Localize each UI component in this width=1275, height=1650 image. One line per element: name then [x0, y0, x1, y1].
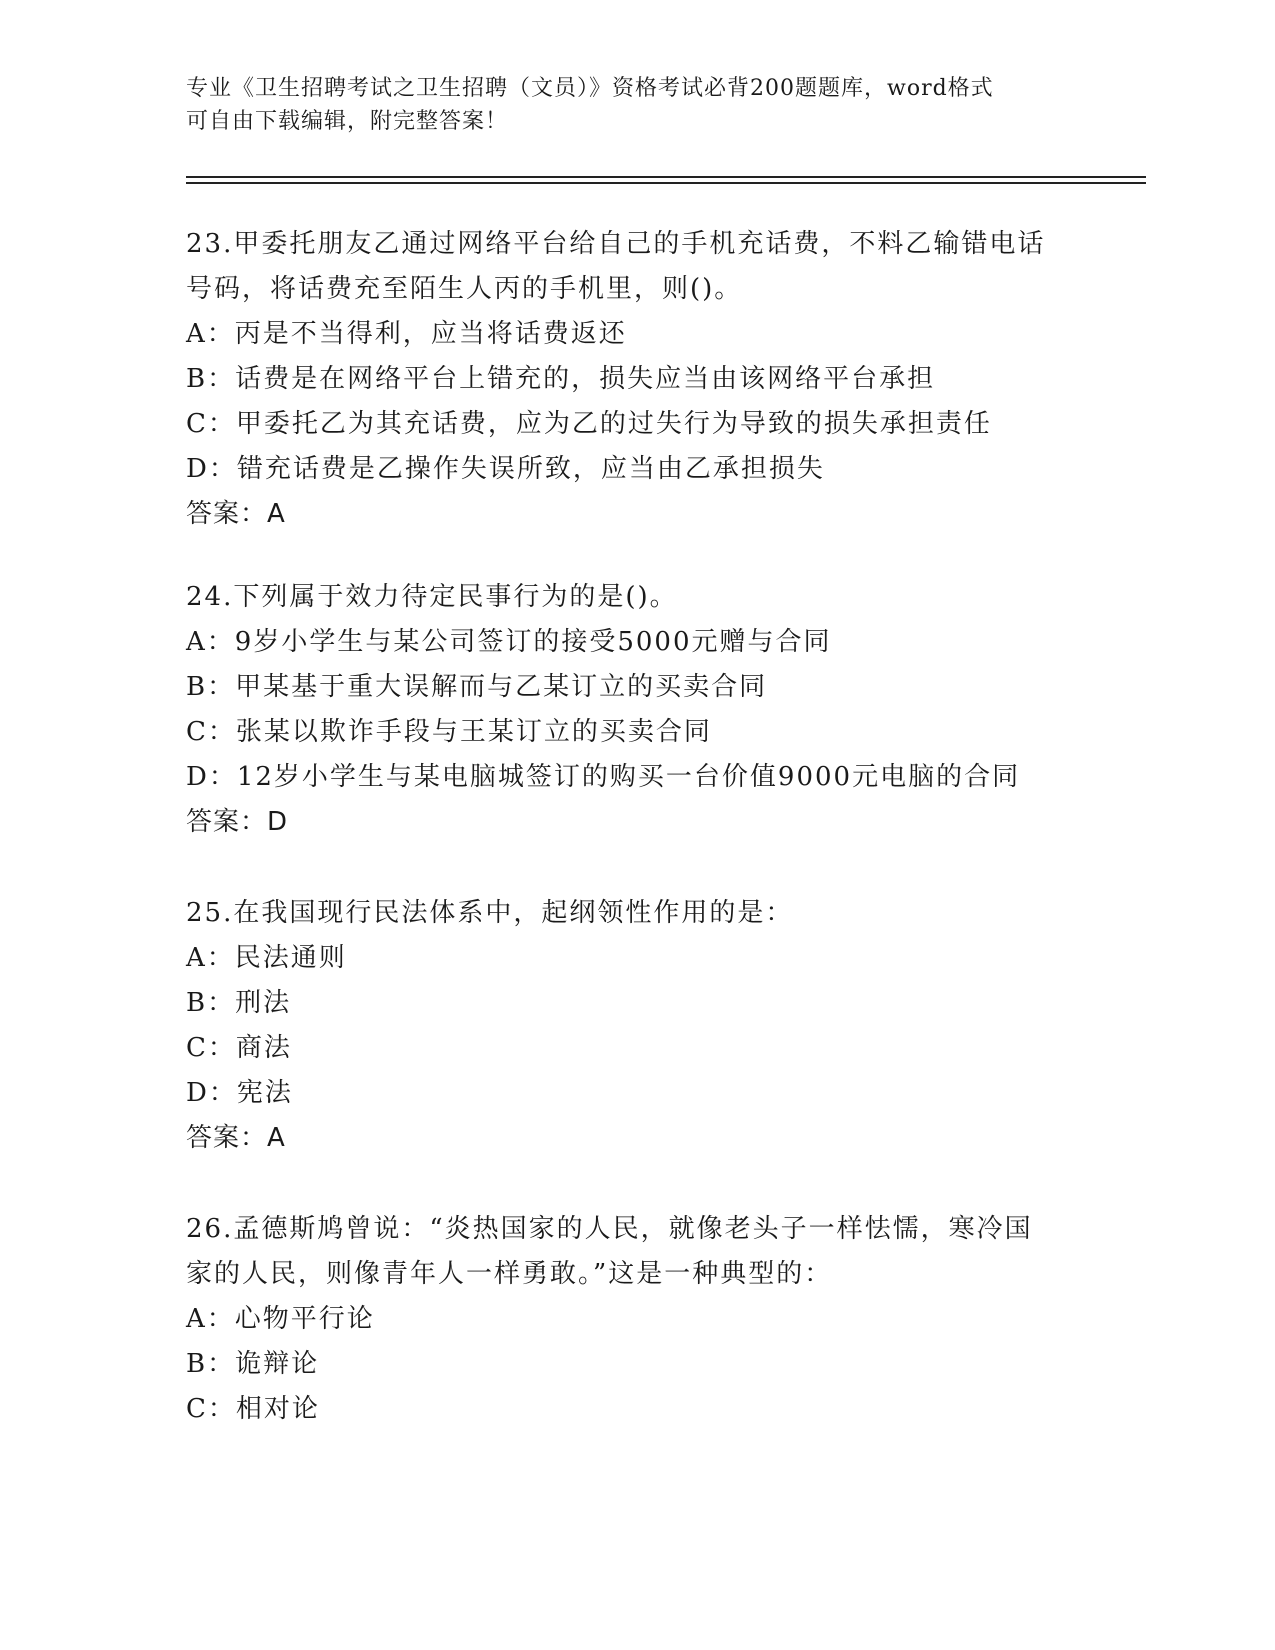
question-25: [186, 891, 1086, 1161]
option-b: B：刑法: [186, 988, 292, 1018]
option-a: A：9岁小学生与某公司签订的接受5000元赠与合同: [186, 627, 832, 657]
answer: 答案：D: [186, 807, 289, 837]
option-b: B：甲某基于重大误解而与乙某订立的买卖合同: [186, 672, 768, 702]
option-c: C：张某以欺诈手段与王某订立的买卖合同: [186, 717, 712, 747]
question-stem: 23.甲委托朋友乙通过网络平台给自己的手机充话费，不料乙输错电话: [186, 229, 1046, 259]
header-line-2: 可自由下载编辑，附完整答案！: [186, 109, 509, 134]
document-header: [186, 72, 1086, 138]
answer: 答案：A: [186, 499, 286, 529]
option-b: B：话费是在网络平台上错充的，损失应当由该网络平台承担: [186, 364, 936, 394]
option-d: D：12岁小学生与某电脑城签订的购买一台价值9000元电脑的合同: [186, 762, 1021, 792]
question-24: [186, 575, 1086, 845]
header-divider-top: [186, 176, 1146, 178]
option-b: B：诡辩论: [186, 1349, 320, 1379]
question-stem: 25.在我国现行民法体系中，起纲领性作用的是：: [186, 898, 794, 928]
option-d: D：错充话费是乙操作失误所致，应当由乙承担损失: [186, 454, 825, 484]
header-divider-bottom: [186, 182, 1146, 184]
question-26: [186, 1207, 1086, 1432]
question-stem: 24.下列属于效力待定民事行为的是()。: [186, 582, 678, 612]
question-stem: 26.孟德斯鸠曾说：“炎热国家的人民，就像老头子一样怯懦，寒冷国: [186, 1214, 1033, 1244]
option-a: A：心物平行论: [186, 1304, 375, 1334]
header-line-1: 专业《卫生招聘考试之卫生招聘（文员）》资格考试必背200题题库，word格式: [186, 76, 994, 101]
answer: 答案：A: [186, 1123, 286, 1153]
question-stem-continued: 家的人民，则像青年人一样勇敢。”这是一种典型的：: [186, 1259, 833, 1289]
option-d: D：宪法: [186, 1078, 293, 1108]
question-stem-continued: 号码，将话费充至陌生人丙的手机里，则()。: [186, 274, 743, 304]
option-c: C：相对论: [186, 1394, 320, 1424]
option-c: C：甲委托乙为其充话费，应为乙的过失行为导致的损失承担责任: [186, 409, 992, 439]
option-c: C：商法: [186, 1033, 292, 1063]
question-23: [186, 222, 1086, 537]
option-a: A：民法通则: [186, 943, 347, 973]
option-a: A：丙是不当得利，应当将话费返还: [186, 319, 627, 349]
